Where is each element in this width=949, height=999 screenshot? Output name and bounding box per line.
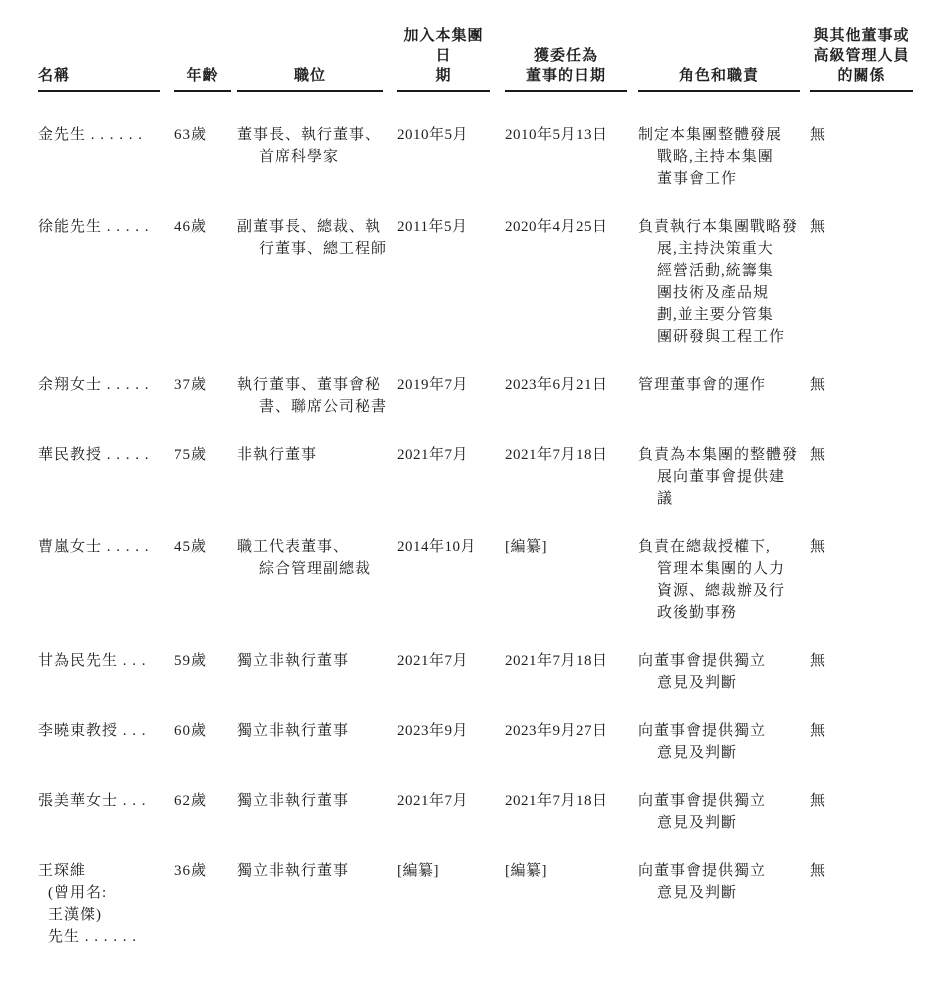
cell-line: 2021年7月 (397, 653, 469, 669)
table-row (38, 860, 914, 948)
cell-line: 無 (810, 793, 827, 809)
cell-appointment_date (505, 536, 638, 650)
cell-line: 董事長、執行董事、 (237, 127, 382, 143)
table-row (38, 650, 914, 720)
cell-line: 2010年5月13日 (505, 127, 608, 143)
cell-line: 75歲 (174, 447, 208, 463)
cell-line: 59歲 (174, 653, 208, 669)
cell-name (38, 536, 174, 650)
column-header-label: 年齡 (186, 68, 219, 84)
cell-join_date (397, 216, 505, 374)
cell-role (638, 374, 810, 444)
cell-line: 團技術及產品規 (657, 285, 770, 301)
column-header-label: 與其他董事或 (813, 28, 910, 44)
cell-line: 46歲 (174, 219, 208, 235)
cell-line: 職工代表董事、 (237, 539, 350, 555)
cell-join_date (397, 860, 505, 948)
cell-line: 展,主持決策重大 (657, 241, 774, 257)
cell-line: 非執行董事 (237, 447, 318, 463)
cell-line: 意見及判斷 (657, 745, 738, 761)
cell-line: 2021年7月18日 (505, 653, 608, 669)
cell-line: 王琛維 (38, 863, 87, 879)
cell-line: 甘為民先生 . . . (38, 653, 147, 669)
cell-line: 徐能先生 . . . . . (38, 219, 150, 235)
cell-join_date (397, 536, 505, 650)
cell-line: (曾用名: (48, 885, 108, 901)
column-header-label: 職位 (293, 68, 326, 84)
cell-appointment_date (505, 720, 638, 790)
cell-position (237, 536, 397, 650)
cell-line: 負責執行本集團戰略發 (638, 219, 799, 235)
cell-line: 2014年10月 (397, 539, 477, 555)
cell-age (174, 216, 237, 374)
cell-appointment_date (505, 216, 638, 374)
column-header-age (174, 26, 237, 92)
cell-role (638, 216, 810, 374)
cell-appointment_date (505, 650, 638, 720)
cell-line: 2020年4月25日 (505, 219, 608, 235)
cell-line: 意見及判斷 (657, 815, 738, 831)
cell-line: 無 (810, 863, 827, 879)
column-header-position (237, 26, 397, 92)
cell-age (174, 790, 237, 860)
column-header-relationship (810, 26, 914, 92)
cell-line: 劃,並主要分管集 (657, 307, 774, 323)
cell-position (237, 92, 397, 216)
cell-line: 2023年6月21日 (505, 377, 608, 393)
cell-age (174, 720, 237, 790)
cell-line: 議 (657, 491, 674, 507)
cell-relationship (810, 720, 914, 790)
column-header-underline (505, 46, 627, 92)
cell-line: 李曉東教授 . . . (38, 723, 147, 739)
cell-line: 無 (810, 653, 827, 669)
cell-appointment_date (505, 444, 638, 536)
cell-role (638, 650, 810, 720)
cell-line: 王漢傑) (48, 907, 102, 923)
cell-line: 獨立非執行董事 (237, 863, 350, 879)
column-header-role (638, 26, 810, 92)
column-header-label: 高級管理人員 (813, 48, 910, 64)
table-row (38, 536, 914, 650)
cell-age (174, 650, 237, 720)
cell-appointment_date (505, 92, 638, 216)
cell-line: 無 (810, 219, 827, 235)
column-header-label: 的關係 (837, 68, 886, 84)
cell-line: 戰略,主持本集團 (657, 149, 774, 165)
cell-relationship (810, 536, 914, 650)
cell-age (174, 444, 237, 536)
cell-name (38, 444, 174, 536)
cell-line: 董事會工作 (657, 171, 738, 187)
cell-line: 2010年5月 (397, 127, 469, 143)
cell-position (237, 650, 397, 720)
cell-line: 2021年7月 (397, 447, 469, 463)
cell-appointment_date (505, 790, 638, 860)
cell-line: 華民教授 . . . . . (38, 447, 150, 463)
cell-line: 45歲 (174, 539, 208, 555)
cell-name (38, 790, 174, 860)
cell-name (38, 374, 174, 444)
cell-line: 無 (810, 127, 827, 143)
table-row (38, 444, 914, 536)
table-row (38, 216, 914, 374)
cell-line: 行董事、總工程師 (259, 241, 388, 257)
cell-line: 執行董事、董事會秘 (237, 377, 382, 393)
cell-line: 63歲 (174, 127, 208, 143)
cell-position (237, 860, 397, 948)
cell-line: 向董事會提供獨立 (638, 723, 767, 739)
column-header-appointment_date (505, 26, 638, 92)
cell-appointment_date (505, 860, 638, 948)
cell-line: 經營活動,統籌集 (657, 263, 774, 279)
cell-position (237, 790, 397, 860)
column-header-underline (638, 66, 800, 92)
cell-line: 意見及判斷 (657, 675, 738, 691)
cell-line: 2023年9月27日 (505, 723, 608, 739)
cell-line: 書、聯席公司秘書 (259, 399, 388, 415)
cell-line: 37歲 (174, 377, 208, 393)
table-header-row (38, 26, 914, 92)
cell-role (638, 536, 810, 650)
cell-relationship (810, 374, 914, 444)
cell-age (174, 536, 237, 650)
cell-join_date (397, 374, 505, 444)
cell-position (237, 216, 397, 374)
column-header-label: 名稱 (38, 68, 71, 84)
cell-line: 獨立非執行董事 (237, 653, 350, 669)
cell-line: 曹嵐女士 . . . . . (38, 539, 150, 555)
cell-relationship (810, 444, 914, 536)
cell-age (174, 860, 237, 948)
cell-line: 管理董事會的運作 (638, 377, 767, 393)
cell-line: 負責在總裁授權下, (638, 539, 771, 555)
cell-role (638, 444, 810, 536)
column-header-underline (397, 26, 490, 92)
column-header-name (38, 26, 174, 92)
cell-line: 余翔女士 . . . . . (38, 377, 150, 393)
cell-line: 獨立非執行董事 (237, 723, 350, 739)
cell-line: [編纂] (505, 539, 547, 555)
cell-relationship (810, 216, 914, 374)
cell-line: 制定本集團整體發展 (638, 127, 783, 143)
column-header-label: 董事的日期 (525, 68, 606, 84)
table-body (38, 92, 914, 948)
cell-line: 意見及判斷 (657, 885, 738, 901)
table-row (38, 374, 914, 444)
cell-line: 無 (810, 723, 827, 739)
cell-position (237, 444, 397, 536)
cell-line: 獨立非執行董事 (237, 793, 350, 809)
cell-position (237, 374, 397, 444)
cell-join_date (397, 444, 505, 536)
cell-name (38, 860, 174, 948)
cell-role (638, 92, 810, 216)
cell-line: 60歲 (174, 723, 208, 739)
column-header-label: 角色和職責 (678, 68, 759, 84)
cell-line: 無 (810, 377, 827, 393)
table-row (38, 720, 914, 790)
cell-line: 62歲 (174, 793, 208, 809)
cell-line: 向董事會提供獨立 (638, 863, 767, 879)
directors-table (38, 26, 914, 948)
cell-line: 無 (810, 539, 827, 555)
cell-name (38, 650, 174, 720)
cell-line: 2021年7月18日 (505, 447, 608, 463)
cell-join_date (397, 92, 505, 216)
cell-line: 2023年9月 (397, 723, 469, 739)
cell-line: 2021年7月 (397, 793, 469, 809)
column-header-underline (174, 66, 231, 92)
cell-role (638, 860, 810, 948)
cell-line: 2011年5月 (397, 219, 468, 235)
cell-relationship (810, 92, 914, 216)
cell-name (38, 720, 174, 790)
cell-line: 政後勤事務 (657, 605, 738, 621)
cell-line: [編纂] (505, 863, 547, 879)
cell-name (38, 216, 174, 374)
cell-age (174, 92, 237, 216)
column-header-underline (38, 66, 160, 92)
cell-line: 管理本集團的人力 (657, 561, 786, 577)
cell-line: 資源、總裁辦及行 (657, 583, 786, 599)
cell-role (638, 790, 810, 860)
cell-age (174, 374, 237, 444)
cell-line: 向董事會提供獨立 (638, 653, 767, 669)
cell-line: 2021年7月18日 (505, 793, 608, 809)
cell-relationship (810, 790, 914, 860)
cell-join_date (397, 650, 505, 720)
cell-line: 副董事長、總裁、執 (237, 219, 382, 235)
cell-join_date (397, 790, 505, 860)
column-header-label: 期 (435, 68, 452, 84)
cell-line: 無 (810, 447, 827, 463)
cell-line: [編纂] (397, 863, 439, 879)
cell-line: 團研發與工程工作 (657, 329, 786, 345)
column-header-label: 加入本集團日 (403, 28, 484, 64)
cell-relationship (810, 860, 914, 948)
cell-name (38, 92, 174, 216)
table-row (38, 790, 914, 860)
table-row (38, 92, 914, 216)
cell-line: 2019年7月 (397, 377, 469, 393)
cell-line: 向董事會提供獨立 (638, 793, 767, 809)
cell-position (237, 720, 397, 790)
cell-line: 張美華女士 . . . (38, 793, 147, 809)
column-header-join_date (397, 26, 505, 92)
cell-role (638, 720, 810, 790)
cell-join_date (397, 720, 505, 790)
column-header-label: 獲委任為 (533, 48, 598, 64)
column-header-underline (237, 66, 383, 92)
cell-line: 先生 . . . . . . (48, 929, 138, 945)
cell-line: 金先生 . . . . . . (38, 127, 144, 143)
column-header-underline (810, 26, 913, 92)
cell-line: 36歲 (174, 863, 208, 879)
cell-line: 首席科學家 (259, 149, 340, 165)
cell-appointment_date (505, 374, 638, 444)
cell-line: 負責為本集團的整體發 (638, 447, 799, 463)
cell-line: 綜合管理副總裁 (259, 561, 372, 577)
cell-line: 展向董事會提供建 (657, 469, 786, 485)
cell-relationship (810, 650, 914, 720)
